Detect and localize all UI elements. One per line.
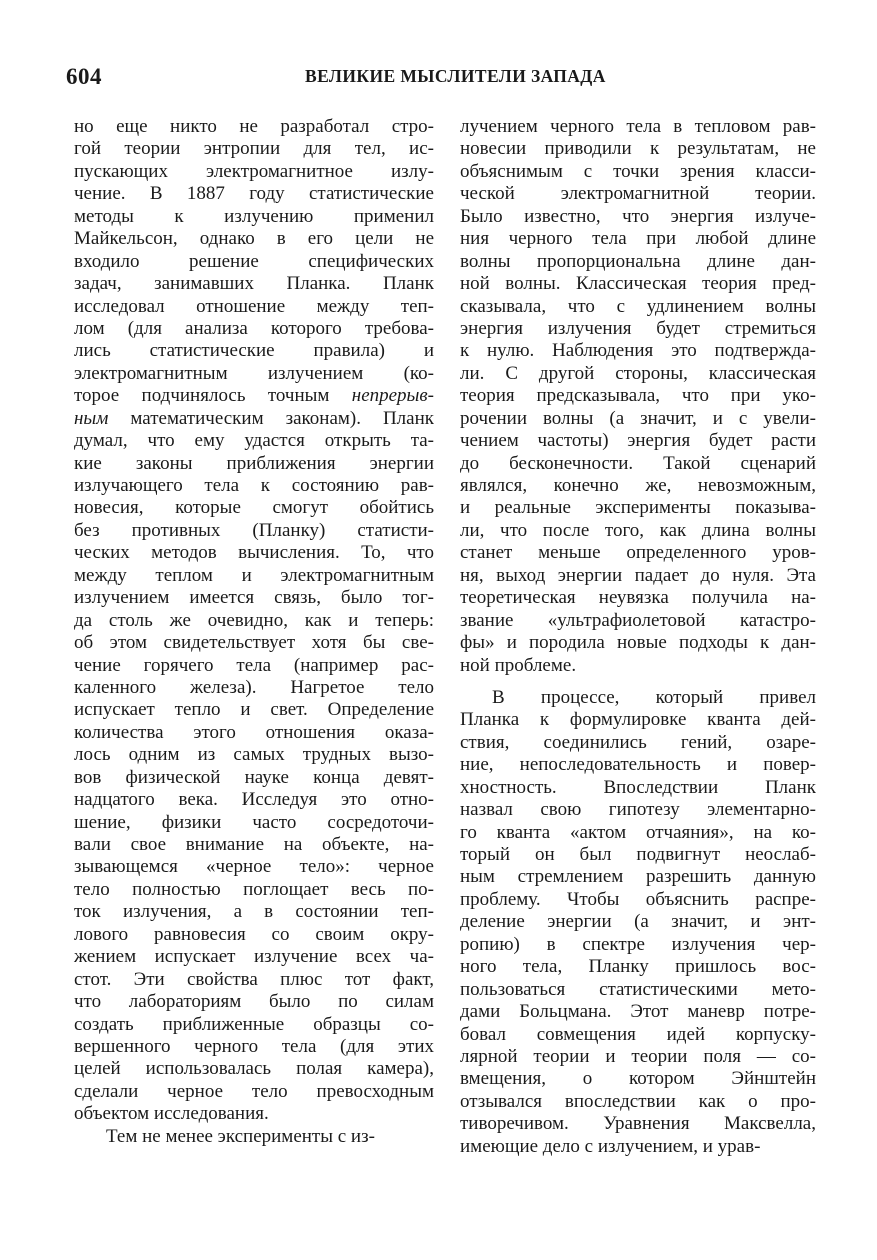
text-line: сказывала, что с удлинением волны — [460, 295, 816, 317]
text-line: ческих методов вычисления. То, что — [74, 542, 434, 564]
text-line: что лабораториям было по силам — [74, 991, 434, 1013]
text-line: ли. С другой стороны, классическая — [460, 362, 816, 384]
text-line: новесии приводили к результатам, не — [460, 138, 816, 160]
text-line: до бесконечности. Такой сценарий — [460, 452, 816, 474]
text-line: пускающих электромагнитное излу- — [74, 160, 434, 182]
text-line: без противных (Планку) статисти- — [74, 519, 434, 541]
text-line: стот. Эти свойства плюс тот факт, — [74, 968, 434, 990]
text-line: Было известно, что энергия излуче- — [460, 205, 816, 227]
text-line: исследовал отношение между теп- — [74, 295, 434, 317]
page-number: 604 — [66, 64, 102, 89]
text-line: вов физической науке конца девят- — [74, 766, 434, 788]
text-line: лось одним из самых трудных вызо- — [74, 744, 434, 766]
text-line: пользоваться статистическими мето- — [460, 978, 816, 1000]
text-line: создать приближенные образцы со- — [74, 1013, 434, 1035]
text-line: объектом исследования. — [74, 1103, 269, 1125]
text-line: ного тела, Планку пришлось вос- — [460, 956, 816, 978]
text-line: входило решение специфических — [74, 250, 434, 272]
text-line: жением испускает излучение всех ча- — [74, 946, 434, 968]
text-line: Майкельсон, однако в его цели не — [74, 228, 434, 250]
text-line: В процессе, который привел — [492, 686, 816, 708]
text-line: гой теории энтропии для тел, ис- — [74, 138, 434, 160]
text-line: чением частоты) энергия будет расти — [460, 430, 816, 452]
text-line: тиворечивом. Уравнения Максвелла, — [460, 1113, 816, 1135]
text-line: звание «ультрафиолетовой катастро- — [460, 609, 816, 631]
text-line: каленного железа). Нагретое тело — [74, 676, 434, 698]
text-line: го кванта «актом отчаяния», на ко- — [460, 821, 816, 843]
text-line: лярной теории и теории поля — со- — [460, 1045, 816, 1067]
text-line: ным стремлением разрешить данную — [460, 866, 816, 888]
text-line: к нулю. Наблюдения это подтвержда- — [460, 340, 816, 362]
text-line: целей использовалась полая камера), — [74, 1058, 434, 1080]
text-line: тело полностью поглощает весь по- — [74, 878, 434, 900]
text-line: лового равновесия со своим окру- — [74, 923, 434, 945]
text-line: проблему. Чтобы объяснить распре- — [460, 888, 816, 910]
text-line: электромагнитным излучением (ко- — [74, 362, 434, 384]
text-line: Тем не менее эксперименты с из- — [106, 1125, 375, 1147]
text-line: ным математическим законам). Планк — [74, 407, 434, 429]
text-line: ствия, соединились гений, озаре- — [460, 731, 816, 753]
text-line: вершенного черного тела (для этих — [74, 1035, 434, 1057]
text-line: теоретическая неувязка получила на- — [460, 587, 816, 609]
text-line: кие законы приближения энергии — [74, 452, 434, 474]
text-line: ли, что после того, как длина волны — [460, 519, 816, 541]
text-line: и реальные эксперименты показыва- — [460, 497, 816, 519]
text-line: теория предсказывала, что при уко- — [460, 385, 816, 407]
text-line: лучением черного тела в тепловом рав- — [460, 116, 816, 137]
text-line: ние, непоследовательность и повер- — [460, 754, 816, 776]
text-line: имеющие дело с излучением, и урав- — [460, 1135, 761, 1157]
text-line: лом (для анализа которого требова- — [74, 317, 434, 339]
text-line: энергия излучения будет стремиться — [460, 317, 816, 339]
text-line: испускает тепло и свет. Определение — [74, 699, 434, 721]
text-line: торое подчинялось точным непрерыв- — [74, 385, 434, 407]
text-line: количества этого отношения оказа- — [74, 721, 434, 743]
text-line: являлся, конечно же, невозможным, — [460, 475, 816, 496]
text-line: ня, выход энергии падает до нуля. Эта — [460, 564, 816, 586]
text-line: думал, что ему удастся открыть та- — [74, 430, 434, 452]
text-line: чение горячего тела (например рас- — [74, 654, 434, 676]
text-line: шение, физики часто сосредоточи- — [74, 811, 434, 833]
text-line: вали свое внимание на объекте, на- — [74, 834, 434, 855]
text-line: излучающего тела к состоянию рав- — [74, 475, 434, 496]
page-header — [0, 0, 877, 110]
text-line: новесия, которые смогут обойтись — [74, 497, 434, 519]
text-line: назвал свою гипотезу элементарно- — [460, 799, 816, 821]
text-line: между теплом и электромагнитным — [74, 564, 434, 586]
text-line: да столь же очевидно, как и теперь: — [74, 609, 434, 631]
text-line: станет меньше определенного уров- — [460, 542, 816, 564]
text-line: рочении волны (а значит, и с увели- — [460, 407, 816, 429]
text-line: методы к излучению применил — [74, 205, 434, 227]
text-line: излучением имеется связь, было тог- — [74, 587, 434, 609]
paragraph-blackbody — [460, 116, 816, 677]
text-line: ческой электромагнитной теории. — [460, 183, 816, 205]
text-line: торый он был подвигнут неослаб- — [460, 844, 816, 865]
text-line: фы» и породила новые подходы к дан- — [460, 632, 816, 654]
text-line: дами Больцмана. Этот маневр потре- — [460, 1001, 816, 1023]
text-line: ной волны. Классическая теория пред- — [460, 273, 816, 295]
text-line: надцатого века. Исследуя это отно- — [74, 789, 434, 811]
running-head: ВЕЛИКИЕ МЫСЛИТЕЛИ ЗАПАДА — [305, 66, 606, 86]
text-line: зывающемся «черное тело»: черное — [74, 856, 434, 878]
text-line: волны пропорциональна длине дан- — [460, 250, 816, 272]
text-line: Планка к формулировке кванта дей- — [460, 709, 816, 731]
text-line: лись статистические правила) и — [74, 340, 434, 362]
text-line: хностность. Впоследствии Планк — [460, 776, 816, 798]
text-line: объяснимым с точки зрения класси- — [460, 160, 816, 182]
text-line: ной проблеме. — [460, 654, 577, 676]
text-line: деление энергии (а значит, и энт- — [460, 911, 816, 933]
left-column — [74, 116, 434, 1148]
text-line: отзывался впоследствии как о про- — [460, 1090, 816, 1112]
text-line: ропию) в спектре излучения чер- — [460, 933, 816, 955]
text-line: ток излучения, а в состоянии теп- — [74, 901, 434, 923]
text-line: бовал совмещения идей корпуску- — [460, 1023, 816, 1045]
text-line: сделали черное тело превосходным — [74, 1080, 434, 1102]
text-line: но еще никто не разработал стро- — [74, 116, 434, 137]
text-line: об этом свидетельствует хотя бы све- — [74, 632, 434, 654]
paragraph-planck-quantum — [460, 687, 816, 1158]
text-line: задач, занимавших Планка. Планк — [74, 273, 434, 295]
text-line: вмещения, о котором Эйнштейн — [460, 1068, 816, 1090]
text-line: ния черного тела при любой длине — [460, 228, 816, 250]
text-line: чение. В 1887 году статистические — [74, 183, 434, 205]
right-column — [460, 116, 816, 1158]
